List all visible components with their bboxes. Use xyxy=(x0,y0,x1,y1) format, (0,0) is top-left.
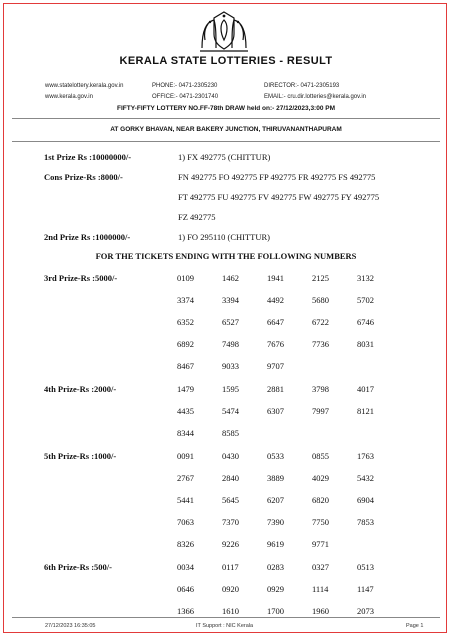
prize-group-label: 4th Prize-Rs :2000/- xyxy=(44,384,117,394)
website-link-2[interactable]: www.kerala.gov.in xyxy=(45,94,93,100)
draw-venue: AT GORKY BHAVAN, NEAR BAKERY JUNCTION, THIRUVANANTHAPURAM xyxy=(110,126,342,133)
winning-number: 7676 xyxy=(267,339,284,349)
cons-prize-label: Cons Prize-Rs :8000/- xyxy=(44,172,123,182)
winning-number: 2073 xyxy=(357,606,374,616)
winning-number: 8326 xyxy=(177,539,194,549)
winning-number: 8585 xyxy=(222,428,239,438)
winning-number: 1763 xyxy=(357,451,374,461)
ending-numbers-banner: FOR THE TICKETS ENDING WITH THE FOLLOWING NUMBERS xyxy=(95,251,357,261)
winning-number: 5432 xyxy=(357,473,374,483)
email-address: EMAIL:- cru.dir.lotteries@kerala.gov.in xyxy=(264,94,367,100)
winning-number: 4017 xyxy=(357,384,374,394)
winning-number: 7063 xyxy=(177,517,194,527)
winning-number: 6527 xyxy=(222,317,239,327)
winning-number: 1610 xyxy=(222,606,239,616)
winning-number: 8031 xyxy=(357,339,374,349)
winning-number: 9771 xyxy=(312,539,329,549)
phone-number: PHONE:- 0471-2305230 xyxy=(152,83,218,89)
winning-number: 8121 xyxy=(357,406,374,416)
winning-number: 3798 xyxy=(312,384,329,394)
it-support: IT Support : NIC Kerala xyxy=(196,623,254,629)
cons-prize-line: FT 492775 FU 492775 FV 492775 FW 492775 FY 492775 xyxy=(178,192,380,202)
divider xyxy=(12,141,440,142)
winning-number: 9033 xyxy=(222,361,239,371)
divider xyxy=(12,118,440,119)
winning-number: 7750 xyxy=(312,517,329,527)
winning-number: 0327 xyxy=(312,562,329,572)
winning-number: 6892 xyxy=(177,339,194,349)
winning-number: 6722 xyxy=(312,317,329,327)
page-title: KERALA STATE LOTTERIES - RESULT xyxy=(119,55,333,67)
winning-number: 1462 xyxy=(222,273,239,283)
winning-number: 7498 xyxy=(222,339,239,349)
first-prize-label: 1st Prize Rs :10000000/- xyxy=(44,152,132,162)
winning-number: 0646 xyxy=(177,584,194,594)
winning-number: 5474 xyxy=(222,406,239,416)
winning-number: 4492 xyxy=(267,295,284,305)
winning-number: 8344 xyxy=(177,428,194,438)
winning-number: 8467 xyxy=(177,361,194,371)
website-link-1[interactable]: www.statelottery.kerala.gov.in xyxy=(45,83,124,89)
winning-number: 1147 xyxy=(357,584,374,594)
winning-number: 7853 xyxy=(357,517,374,527)
winning-number: 6820 xyxy=(312,495,329,505)
winning-number: 7370 xyxy=(222,517,239,527)
winning-number: 9226 xyxy=(222,539,239,549)
prize-group-label: 3rd Prize-Rs :5000/- xyxy=(44,273,118,283)
winning-number: 5680 xyxy=(312,295,329,305)
winning-number: 0109 xyxy=(177,273,194,283)
winning-number: 1479 xyxy=(177,384,194,394)
winning-number: 4029 xyxy=(312,473,329,483)
winning-number: 6207 xyxy=(267,495,284,505)
second-prize-value: 1) FO 295110 (CHITTUR) xyxy=(178,232,270,242)
winning-number: 1595 xyxy=(222,384,239,394)
winning-number: 6647 xyxy=(267,317,284,327)
winning-number: 1700 xyxy=(267,606,284,616)
director-number: DIRECTOR:- 0471-2305193 xyxy=(264,83,340,89)
winning-number: 3132 xyxy=(357,273,374,283)
winning-number: 1366 xyxy=(177,606,194,616)
winning-number: 0091 xyxy=(177,451,194,461)
winning-number: 0920 xyxy=(222,584,239,594)
winning-number: 1960 xyxy=(312,606,329,616)
divider xyxy=(12,617,440,618)
winning-number: 6352 xyxy=(177,317,194,327)
prize-group-label: 6th Prize-Rs :500/- xyxy=(44,562,112,572)
winning-number: 0513 xyxy=(357,562,374,572)
winning-number: 1114 xyxy=(312,584,329,594)
winning-number: 6904 xyxy=(357,495,374,505)
winning-number: 6746 xyxy=(357,317,374,327)
print-timestamp: 27/12/2023 16:35:05 xyxy=(45,623,96,629)
kerala-emblem-icon xyxy=(196,8,252,54)
winning-number: 3374 xyxy=(177,295,194,305)
winning-number: 7736 xyxy=(312,339,329,349)
prize-group-label: 5th Prize-Rs :1000/- xyxy=(44,451,117,461)
winning-number: 2881 xyxy=(267,384,284,394)
winning-number: 2767 xyxy=(177,473,194,483)
winning-number: 0283 xyxy=(267,562,284,572)
winning-number: 5645 xyxy=(222,495,239,505)
winning-number: 2840 xyxy=(222,473,239,483)
winning-number: 9619 xyxy=(267,539,284,549)
winning-number: 0430 xyxy=(222,451,239,461)
second-prize-label: 2nd Prize Rs :1000000/- xyxy=(44,232,131,242)
winning-number: 0929 xyxy=(267,584,284,594)
winning-number: 9707 xyxy=(267,361,284,371)
winning-number: 0855 xyxy=(312,451,329,461)
office-number: OFFICE:- 0471-2301740 xyxy=(152,94,219,100)
winning-number: 6307 xyxy=(267,406,284,416)
draw-info: FIFTY-FIFTY LOTTERY NO.FF-78th DRAW held on:- 27/12/2023,3:00 PM xyxy=(116,105,336,112)
winning-number: 5441 xyxy=(177,495,194,505)
winning-number: 0533 xyxy=(267,451,284,461)
page-number: Page 1 xyxy=(406,623,424,629)
winning-number: 0034 xyxy=(177,562,194,572)
winning-number: 7997 xyxy=(312,406,329,416)
winning-number: 3889 xyxy=(267,473,284,483)
winning-number: 3394 xyxy=(222,295,239,305)
cons-prize-line: FN 492775 FO 492775 FP 492775 FR 492775 FS 492775 xyxy=(178,172,376,182)
winning-number: 7390 xyxy=(267,517,284,527)
winning-number: 4435 xyxy=(177,406,194,416)
winning-number: 0117 xyxy=(222,562,239,572)
cons-prize-line: FZ 492775 xyxy=(178,212,216,222)
winning-number: 2125 xyxy=(312,273,329,283)
first-prize-value: 1) FX 492775 (CHITTUR) xyxy=(178,152,271,162)
winning-number: 5702 xyxy=(357,295,374,305)
winning-number: 1941 xyxy=(267,273,284,283)
